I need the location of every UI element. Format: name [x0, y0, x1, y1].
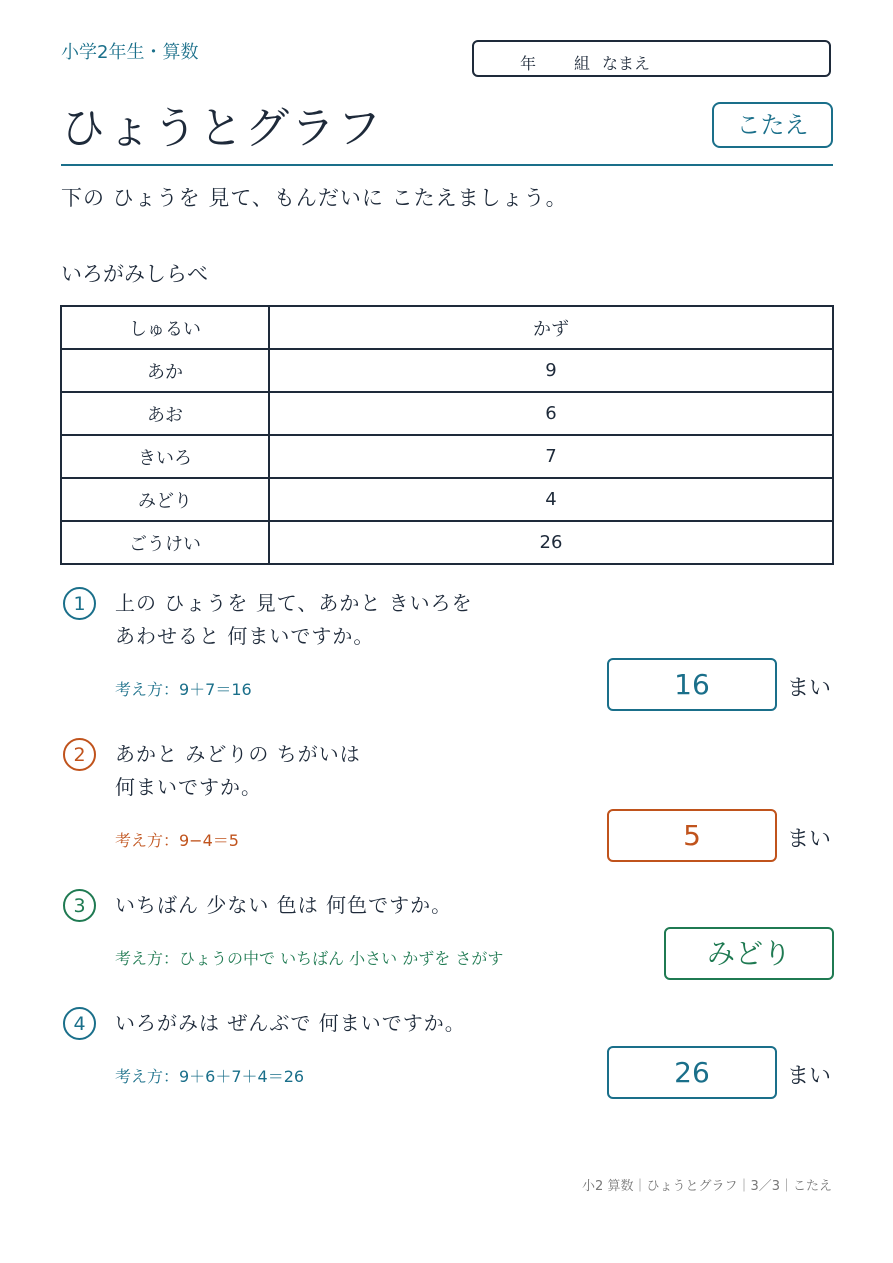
name-box[interactable] — [472, 40, 831, 77]
page-footer: 小2 算数｜ひょうとグラフ｜3／3｜こたえ — [582, 1179, 832, 1194]
page-title: ひょうとグラフ — [61, 103, 383, 154]
answer-badge: こたえ — [712, 102, 833, 148]
year-label: 年 — [520, 54, 537, 73]
question-3-hint: 考え方：ひょうの中で いちばん 小さい かずを さがす — [115, 949, 504, 968]
survey-table — [60, 305, 834, 565]
question-3-line-1: いちばん 少ない 色は 何色ですか。 — [115, 893, 453, 917]
row-kind: あか — [61, 349, 269, 392]
question-2-hint: 考え方：9−4＝5 — [115, 831, 239, 850]
question-4-line-1: いろがみは ぜんぶで 何まいですか。 — [115, 1011, 466, 1035]
question-1-line-2: あわせると 何まいですか。 — [115, 624, 375, 648]
question-4-unit: まい — [787, 1064, 832, 1089]
question-2-unit: まい — [787, 827, 832, 852]
header-kind: しゅるい — [61, 306, 269, 349]
class-label: 組 — [574, 54, 591, 73]
table-header-row — [61, 306, 833, 349]
question-1-answer-box[interactable]: 16 — [607, 658, 777, 711]
grade-subject-label: 小学2年生・算数 — [61, 42, 199, 63]
question-3-number: 3 — [63, 889, 96, 922]
row-count: 6 — [269, 392, 833, 435]
header-count: かず — [269, 306, 833, 349]
question-2-answer-box[interactable]: 5 — [607, 809, 777, 862]
table-row — [61, 349, 833, 392]
row-kind: きいろ — [61, 435, 269, 478]
question-4-hint: 考え方：9＋6＋7＋4＝26 — [115, 1067, 305, 1086]
name-label: なまえ — [602, 54, 651, 73]
question-1-unit: まい — [787, 676, 832, 701]
question-1-hint: 考え方：9＋7＝16 — [115, 680, 252, 699]
table-title: いろがみしらべ — [61, 262, 208, 286]
row-count: 4 — [269, 478, 833, 521]
instruction-text: 下の ひょうを 見て、もんだいに こたえましょう。 — [61, 186, 568, 210]
total-count: 26 — [269, 521, 833, 564]
question-4-answer-box[interactable]: 26 — [607, 1046, 777, 1099]
table-total-row — [61, 521, 833, 564]
question-2-number: 2 — [63, 738, 96, 771]
question-3-answer-box[interactable]: みどり — [664, 927, 834, 980]
question-1-line-1: 上の ひょうを 見て、あかと きいろを — [115, 591, 473, 615]
row-kind: あお — [61, 392, 269, 435]
row-kind: みどり — [61, 478, 269, 521]
question-2-line-2: 何まいですか。 — [115, 775, 262, 799]
total-label: ごうけい — [61, 521, 269, 564]
table-row — [61, 478, 833, 521]
row-count: 9 — [269, 349, 833, 392]
question-4-number: 4 — [63, 1007, 96, 1040]
question-1-number: 1 — [63, 587, 96, 620]
question-2-line-1: あかと みどりの ちがいは — [115, 742, 361, 766]
table-row — [61, 392, 833, 435]
row-count: 7 — [269, 435, 833, 478]
title-divider — [61, 164, 833, 166]
table-row — [61, 435, 833, 478]
